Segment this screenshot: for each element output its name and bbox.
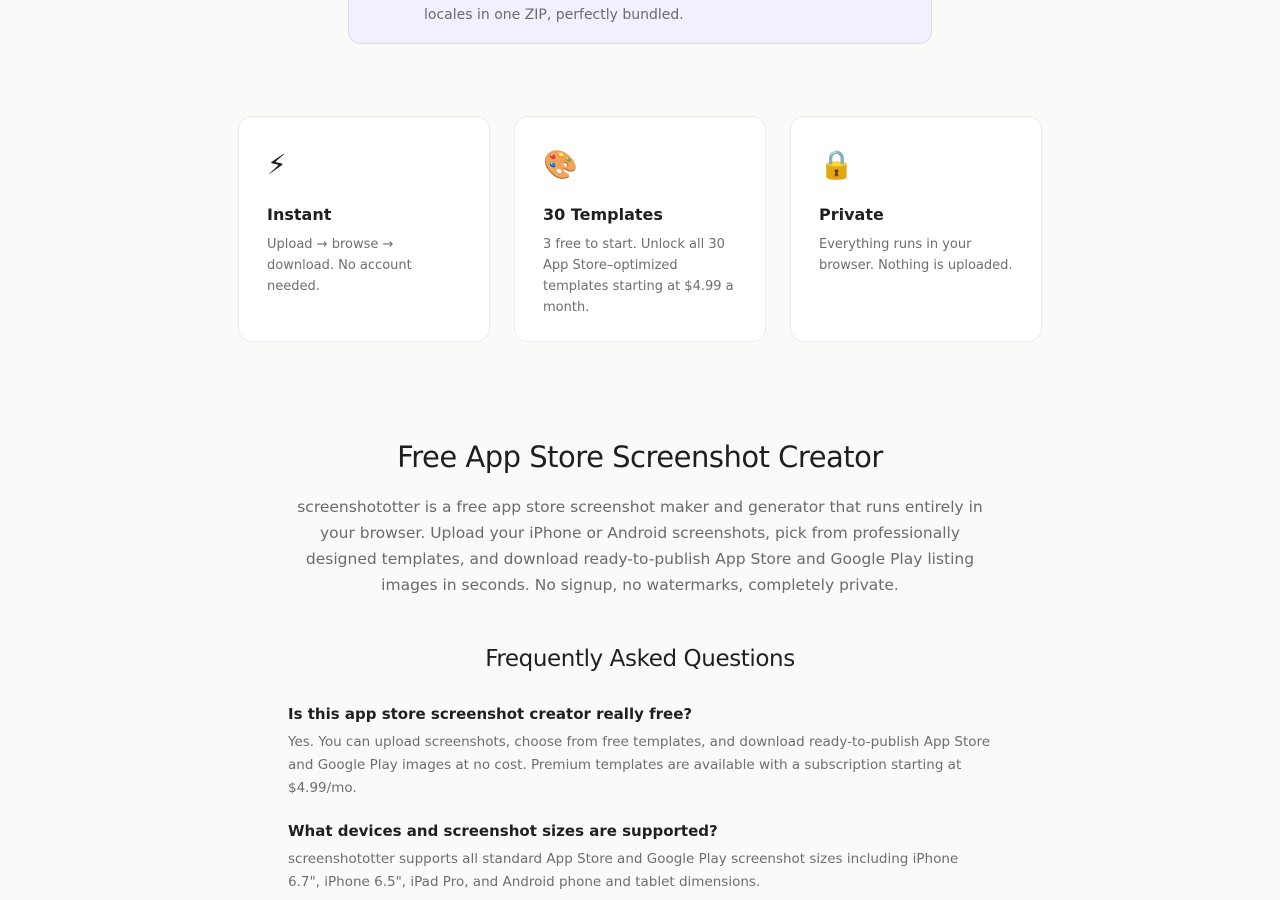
faq-answer: Yes. You can upload screenshots, choose from free templates, and download ready-to-publish App Store and Google Play images at no cost. Premium templates are available with a subscription starting at $4.99/mo.: [288, 734, 991, 796]
lock-icon: 🔒: [819, 148, 854, 181]
banner-text: locales in one ZIP, perfectly bundled.: [424, 7, 684, 23]
features-row: [238, 116, 1042, 342]
bundle-banner: [348, 0, 932, 44]
faq-item: [288, 703, 992, 800]
faq-question[interactable]: What devices and screenshot sizes are supported?: [288, 822, 718, 840]
feature-desc: Upload → browse → download. No account needed.: [267, 237, 412, 294]
seo-heading: Free App Store Screenshot Creator: [397, 440, 883, 474]
feature-card-instant: [238, 116, 490, 342]
faq-list: [288, 703, 992, 900]
lightning-icon: ⚡: [267, 148, 287, 181]
faq-item: [288, 820, 992, 894]
feature-title: Instant: [267, 205, 332, 224]
feature-title: Private: [819, 205, 884, 224]
feature-card-templates: [514, 116, 766, 342]
feature-desc: Everything runs in your browser. Nothing is uploaded.: [819, 237, 1013, 273]
seo-description: screenshototter is a free app store screenshot maker and generator that runs entirely in your browser. Upload your iPhone or Android screenshots, pick from professionally designed templates, and download ready-to-publish App Store and Google Play listing images in seconds. No signup, no watermarks, completely private.: [297, 498, 983, 594]
feature-desc: 3 free to start. Unlock all 30 App Store–optimized templates starting at $4.99 a month.: [543, 237, 734, 315]
faq-answer: screenshototter supports all standard App Store and Google Play screenshot sizes including iPhone 6.7", iPhone 6.5", iPad Pro, and Android phone and tablet dimensions.: [288, 851, 959, 890]
palette-icon: 🎨: [543, 148, 578, 181]
faq-question[interactable]: Is this app store screenshot creator really free?: [288, 705, 693, 723]
feature-title: 30 Templates: [543, 205, 663, 224]
faq-heading: Frequently Asked Questions: [485, 646, 795, 672]
feature-card-private: [790, 116, 1042, 342]
